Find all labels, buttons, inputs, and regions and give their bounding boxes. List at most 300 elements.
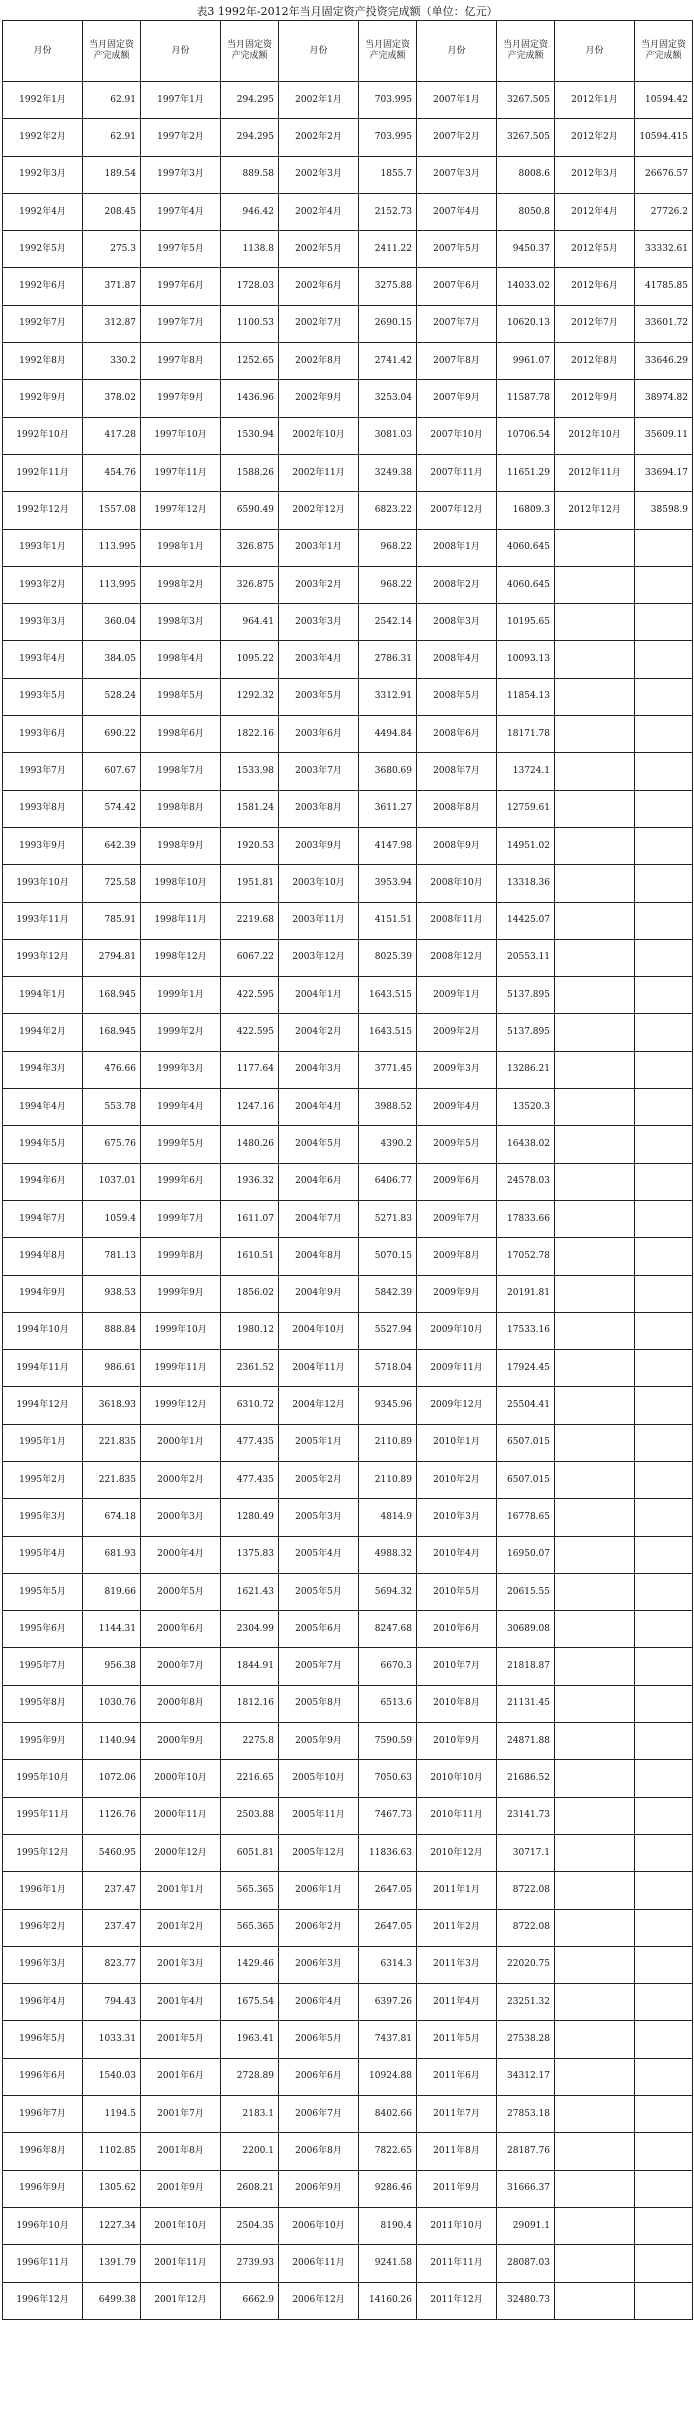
month-cell: 1999年4月 [141, 1089, 221, 1126]
month-cell: 2011年3月 [417, 1946, 497, 1983]
value-cell: 1951.81 [221, 865, 279, 902]
month-cell: 2007年6月 [417, 268, 497, 305]
value-cell: 9286.46 [359, 2170, 417, 2207]
value-cell: 2690.15 [359, 305, 417, 342]
table-row [3, 604, 693, 641]
month-cell: 2006年2月 [279, 1909, 359, 1946]
value-cell: 62.91 [83, 119, 141, 156]
value-cell: 1033.31 [83, 2021, 141, 2058]
value-cell: 330.2 [83, 343, 141, 380]
month-cell: 1997年4月 [141, 193, 221, 230]
month-cell: 2000年12月 [141, 1834, 221, 1871]
value-cell: 1812.16 [221, 1685, 279, 1722]
value-cell: 1292.32 [221, 678, 279, 715]
month-cell: 1992年11月 [3, 454, 83, 491]
value-cell [635, 1573, 693, 1610]
value-cell [635, 1723, 693, 1760]
month-cell: 2005年11月 [279, 1797, 359, 1834]
month-cell: 1993年2月 [3, 566, 83, 603]
value-cell [635, 678, 693, 715]
month-cell: 2001年11月 [141, 2245, 221, 2282]
value-cell: 6314.3 [359, 1946, 417, 1983]
month-cell: 2009年9月 [417, 1275, 497, 1312]
value-cell: 326.875 [221, 529, 279, 566]
table-row [3, 641, 693, 678]
value-cell: 1138.8 [221, 231, 279, 268]
value-cell: 6067.22 [221, 939, 279, 976]
value-cell: 1177.64 [221, 1051, 279, 1088]
month-cell [555, 1312, 635, 1349]
value-cell: 1643.515 [359, 977, 417, 1014]
value-cell: 12759.61 [497, 790, 555, 827]
month-cell: 2004年6月 [279, 1163, 359, 1200]
month-cell: 1994年7月 [3, 1200, 83, 1237]
month-cell: 2012年5月 [555, 231, 635, 268]
table-row [3, 1387, 693, 1424]
table-row [3, 790, 693, 827]
value-cell: 11651.29 [497, 454, 555, 491]
month-cell: 2008年3月 [417, 604, 497, 641]
month-cell: 1992年10月 [3, 417, 83, 454]
value-cell: 14425.07 [497, 902, 555, 939]
month-cell: 1999年1月 [141, 977, 221, 1014]
value-cell: 1533.98 [221, 753, 279, 790]
month-cell: 2006年5月 [279, 2021, 359, 2058]
value-cell: 1920.53 [221, 827, 279, 864]
value-cell: 1436.96 [221, 380, 279, 417]
value-cell: 8190.4 [359, 2207, 417, 2244]
month-cell: 1995年1月 [3, 1424, 83, 1461]
table-row [3, 417, 693, 454]
value-cell: 1855.7 [359, 156, 417, 193]
value-cell [635, 604, 693, 641]
month-cell: 2000年2月 [141, 1461, 221, 1498]
value-cell [635, 1536, 693, 1573]
month-cell: 2003年8月 [279, 790, 359, 827]
month-cell: 2003年10月 [279, 865, 359, 902]
table-row [3, 1238, 693, 1275]
month-cell: 2012年4月 [555, 193, 635, 230]
month-cell: 2011年4月 [417, 1984, 497, 2021]
value-cell: 6397.26 [359, 1984, 417, 2021]
month-cell: 2000年6月 [141, 1611, 221, 1648]
month-cell: 1994年5月 [3, 1126, 83, 1163]
month-cell: 1994年10月 [3, 1312, 83, 1349]
table-row [3, 1984, 693, 2021]
value-cell: 13286.21 [497, 1051, 555, 1088]
value-cell: 4060.645 [497, 566, 555, 603]
value-cell: 675.76 [83, 1126, 141, 1163]
month-cell: 2007年11月 [417, 454, 497, 491]
value-cell: 41785.85 [635, 268, 693, 305]
value-cell: 1728.03 [221, 268, 279, 305]
value-cell [635, 1312, 693, 1349]
table-row [3, 1126, 693, 1163]
month-cell: 2009年5月 [417, 1126, 497, 1163]
value-cell: 1227.34 [83, 2207, 141, 2244]
value-cell [635, 1760, 693, 1797]
value-cell: 14160.26 [359, 2282, 417, 2319]
month-cell: 2008年11月 [417, 902, 497, 939]
month-cell: 1998年8月 [141, 790, 221, 827]
month-cell: 1992年6月 [3, 268, 83, 305]
month-cell: 2006年8月 [279, 2133, 359, 2170]
value-cell: 10594.42 [635, 82, 693, 119]
month-cell: 1992年3月 [3, 156, 83, 193]
month-cell: 2004年9月 [279, 1275, 359, 1312]
table-row [3, 1611, 693, 1648]
month-cell: 1996年6月 [3, 2058, 83, 2095]
value-cell [635, 2207, 693, 2244]
header-value: 当月固定资产完成额 [359, 21, 417, 82]
value-cell: 1643.515 [359, 1014, 417, 1051]
table-body [3, 82, 693, 2320]
value-cell: 938.53 [83, 1275, 141, 1312]
table-row [3, 1797, 693, 1834]
value-cell: 1675.54 [221, 1984, 279, 2021]
value-cell: 5271.83 [359, 1200, 417, 1237]
month-cell: 1992年7月 [3, 305, 83, 342]
value-cell [635, 1797, 693, 1834]
value-cell [635, 753, 693, 790]
table-row [3, 1760, 693, 1797]
value-cell: 703.995 [359, 82, 417, 119]
value-cell [635, 1499, 693, 1536]
value-cell [635, 1014, 693, 1051]
month-cell [555, 1014, 635, 1051]
month-cell: 2002年2月 [279, 119, 359, 156]
value-cell: 553.78 [83, 1089, 141, 1126]
month-cell: 2009年2月 [417, 1014, 497, 1051]
value-cell [635, 566, 693, 603]
value-cell: 10620.13 [497, 305, 555, 342]
month-cell [555, 2021, 635, 2058]
value-cell: 14951.02 [497, 827, 555, 864]
month-cell: 2001年1月 [141, 1872, 221, 1909]
value-cell [635, 641, 693, 678]
value-cell: 34312.17 [497, 2058, 555, 2095]
value-cell: 1581.24 [221, 790, 279, 827]
value-cell: 11587.78 [497, 380, 555, 417]
value-cell: 221.835 [83, 1461, 141, 1498]
value-cell: 1072.06 [83, 1760, 141, 1797]
value-cell: 1305.62 [83, 2170, 141, 2207]
month-cell [555, 2245, 635, 2282]
value-cell: 2504.35 [221, 2207, 279, 2244]
table-row [3, 1163, 693, 1200]
value-cell: 27853.18 [497, 2096, 555, 2133]
month-cell: 1996年9月 [3, 2170, 83, 2207]
value-cell: 33646.29 [635, 343, 693, 380]
value-cell: 2608.21 [221, 2170, 279, 2207]
month-cell: 2005年12月 [279, 1834, 359, 1871]
header-month: 月份 [417, 21, 497, 82]
value-cell: 360.04 [83, 604, 141, 641]
month-cell: 2010年5月 [417, 1573, 497, 1610]
month-cell: 1996年3月 [3, 1946, 83, 1983]
value-cell [635, 1872, 693, 1909]
month-cell: 1992年9月 [3, 380, 83, 417]
value-cell: 8722.08 [497, 1909, 555, 1946]
value-cell: 275.3 [83, 231, 141, 268]
month-cell: 2007年3月 [417, 156, 497, 193]
month-cell [555, 1536, 635, 1573]
month-cell: 2001年10月 [141, 2207, 221, 2244]
value-cell: 6662.9 [221, 2282, 279, 2319]
value-cell: 3953.94 [359, 865, 417, 902]
month-cell: 1995年12月 [3, 1834, 83, 1871]
month-cell: 1998年11月 [141, 902, 221, 939]
value-cell: 1247.16 [221, 1089, 279, 1126]
month-cell: 2000年10月 [141, 1760, 221, 1797]
month-cell: 1996年4月 [3, 1984, 83, 2021]
month-cell: 2012年8月 [555, 343, 635, 380]
value-cell: 794.43 [83, 1984, 141, 2021]
month-cell: 2005年4月 [279, 1536, 359, 1573]
month-cell [555, 827, 635, 864]
month-cell: 1993年6月 [3, 716, 83, 753]
table-row [3, 1089, 693, 1126]
value-cell [635, 1648, 693, 1685]
value-cell: 23251.32 [497, 1984, 555, 2021]
month-cell: 2006年10月 [279, 2207, 359, 2244]
value-cell: 8722.08 [497, 1872, 555, 1909]
table-row [3, 1648, 693, 1685]
month-cell: 2005年5月 [279, 1573, 359, 1610]
month-cell [555, 1573, 635, 1610]
value-cell: 2728.89 [221, 2058, 279, 2095]
month-cell: 1996年5月 [3, 2021, 83, 2058]
month-cell: 2003年7月 [279, 753, 359, 790]
month-cell: 1997年5月 [141, 231, 221, 268]
value-cell: 221.835 [83, 1424, 141, 1461]
month-cell: 1994年9月 [3, 1275, 83, 1312]
table-row [3, 2133, 693, 2170]
value-cell: 4494.84 [359, 716, 417, 753]
value-cell [635, 1350, 693, 1387]
value-cell: 5137.895 [497, 977, 555, 1014]
value-cell: 2647.05 [359, 1909, 417, 1946]
value-cell: 477.435 [221, 1461, 279, 1498]
value-cell: 1980.12 [221, 1312, 279, 1349]
month-cell: 2011年1月 [417, 1872, 497, 1909]
table-row [3, 1946, 693, 1983]
value-cell: 1610.51 [221, 1238, 279, 1275]
month-cell: 1992年2月 [3, 119, 83, 156]
month-cell [555, 1126, 635, 1163]
month-cell: 2004年1月 [279, 977, 359, 1014]
month-cell [555, 1275, 635, 1312]
month-cell: 1995年3月 [3, 1499, 83, 1536]
month-cell: 2003年12月 [279, 939, 359, 976]
value-cell: 14033.02 [497, 268, 555, 305]
value-cell: 4147.98 [359, 827, 417, 864]
month-cell: 2010年12月 [417, 1834, 497, 1871]
value-cell [635, 2133, 693, 2170]
value-cell: 21818.87 [497, 1648, 555, 1685]
value-cell: 6590.49 [221, 492, 279, 529]
value-cell: 32480.73 [497, 2282, 555, 2319]
month-cell: 1997年3月 [141, 156, 221, 193]
value-cell: 8025.39 [359, 939, 417, 976]
month-cell: 1993年12月 [3, 939, 83, 976]
value-cell: 528.24 [83, 678, 141, 715]
value-cell [635, 977, 693, 1014]
value-cell: 823.77 [83, 1946, 141, 1983]
value-cell: 2411.22 [359, 231, 417, 268]
value-cell: 1100.53 [221, 305, 279, 342]
value-cell: 2275.8 [221, 1723, 279, 1760]
value-cell: 30689.08 [497, 1611, 555, 1648]
table-row [3, 2021, 693, 2058]
table-row [3, 1014, 693, 1051]
month-cell: 1995年8月 [3, 1685, 83, 1722]
value-cell: 8008.6 [497, 156, 555, 193]
month-cell: 1996年12月 [3, 2282, 83, 2319]
value-cell [635, 865, 693, 902]
value-cell: 17052.78 [497, 1238, 555, 1275]
value-cell: 4814.9 [359, 1499, 417, 1536]
value-cell: 6507.015 [497, 1424, 555, 1461]
value-cell [635, 1946, 693, 1983]
value-cell: 17924.45 [497, 1350, 555, 1387]
value-cell: 10093.13 [497, 641, 555, 678]
month-cell: 2001年6月 [141, 2058, 221, 2095]
value-cell: 574.42 [83, 790, 141, 827]
value-cell: 3081.03 [359, 417, 417, 454]
month-cell: 2010年3月 [417, 1499, 497, 1536]
value-cell: 5842.39 [359, 1275, 417, 1312]
value-cell: 889.58 [221, 156, 279, 193]
value-cell: 168.945 [83, 977, 141, 1014]
month-cell: 2001年7月 [141, 2096, 221, 2133]
month-cell: 1992年4月 [3, 193, 83, 230]
value-cell: 1095.22 [221, 641, 279, 678]
value-cell: 4151.51 [359, 902, 417, 939]
month-cell: 2010年1月 [417, 1424, 497, 1461]
value-cell: 2110.89 [359, 1424, 417, 1461]
month-cell: 1998年5月 [141, 678, 221, 715]
header-value: 当月固定资产完成额 [497, 21, 555, 82]
value-cell: 113.995 [83, 566, 141, 603]
month-cell: 2008年5月 [417, 678, 497, 715]
value-cell: 781.13 [83, 1238, 141, 1275]
month-cell: 2009年12月 [417, 1387, 497, 1424]
value-cell: 642.39 [83, 827, 141, 864]
value-cell: 3267.505 [497, 82, 555, 119]
value-cell: 819.66 [83, 1573, 141, 1610]
month-cell: 1993年5月 [3, 678, 83, 715]
value-cell: 16809.3 [497, 492, 555, 529]
month-cell: 2002年12月 [279, 492, 359, 529]
value-cell: 2503.88 [221, 1797, 279, 1834]
table-row [3, 1685, 693, 1722]
month-cell: 1993年3月 [3, 604, 83, 641]
month-cell: 2002年9月 [279, 380, 359, 417]
value-cell: 6499.38 [83, 2282, 141, 2319]
value-cell: 8402.66 [359, 2096, 417, 2133]
value-cell [635, 790, 693, 827]
month-cell: 1992年8月 [3, 343, 83, 380]
value-cell: 1856.02 [221, 1275, 279, 1312]
month-cell: 2002年6月 [279, 268, 359, 305]
month-cell: 2012年6月 [555, 268, 635, 305]
table-row [3, 865, 693, 902]
month-cell: 2008年1月 [417, 529, 497, 566]
value-cell: 7467.73 [359, 1797, 417, 1834]
month-cell: 1999年8月 [141, 1238, 221, 1275]
value-cell: 1480.26 [221, 1126, 279, 1163]
value-cell: 946.42 [221, 193, 279, 230]
value-cell: 7050.63 [359, 1760, 417, 1797]
value-cell: 1140.94 [83, 1723, 141, 1760]
value-cell: 6823.22 [359, 492, 417, 529]
value-cell: 10706.54 [497, 417, 555, 454]
value-cell: 27538.28 [497, 2021, 555, 2058]
value-cell: 24578.03 [497, 1163, 555, 1200]
month-cell: 2004年11月 [279, 1350, 359, 1387]
table-row [3, 1275, 693, 1312]
value-cell: 113.995 [83, 529, 141, 566]
value-cell: 7822.65 [359, 2133, 417, 2170]
value-cell: 28187.76 [497, 2133, 555, 2170]
value-cell: 2542.14 [359, 604, 417, 641]
month-cell: 2004年10月 [279, 1312, 359, 1349]
month-cell: 2002年10月 [279, 417, 359, 454]
month-cell: 1998年1月 [141, 529, 221, 566]
value-cell: 25504.41 [497, 1387, 555, 1424]
header-row [3, 21, 693, 82]
month-cell: 1998年3月 [141, 604, 221, 641]
value-cell: 968.22 [359, 566, 417, 603]
month-cell: 2003年11月 [279, 902, 359, 939]
value-cell: 1844.91 [221, 1648, 279, 1685]
month-cell [555, 1200, 635, 1237]
month-cell: 2012年9月 [555, 380, 635, 417]
month-cell [555, 1350, 635, 1387]
month-cell: 2010年8月 [417, 1685, 497, 1722]
month-cell: 2010年4月 [417, 1536, 497, 1573]
table-row [3, 902, 693, 939]
month-cell: 2011年9月 [417, 2170, 497, 2207]
value-cell: 5070.15 [359, 1238, 417, 1275]
month-cell [555, 1872, 635, 1909]
month-cell: 2012年10月 [555, 417, 635, 454]
value-cell: 21131.45 [497, 1685, 555, 1722]
value-cell: 294.295 [221, 119, 279, 156]
value-cell: 1030.76 [83, 1685, 141, 1722]
month-cell: 2011年12月 [417, 2282, 497, 2319]
month-cell: 2010年6月 [417, 1611, 497, 1648]
value-cell: 20553.11 [497, 939, 555, 976]
month-cell: 1994年4月 [3, 1089, 83, 1126]
table-header [3, 21, 693, 82]
value-cell: 11836.63 [359, 1834, 417, 1871]
value-cell: 1936.32 [221, 1163, 279, 1200]
header-month: 月份 [3, 21, 83, 82]
month-cell: 1995年5月 [3, 1573, 83, 1610]
value-cell: 2786.31 [359, 641, 417, 678]
value-cell: 956.38 [83, 1648, 141, 1685]
value-cell: 8247.68 [359, 1611, 417, 1648]
value-cell: 26676.57 [635, 156, 693, 193]
value-cell: 8050.8 [497, 193, 555, 230]
month-cell: 2002年3月 [279, 156, 359, 193]
table-row [3, 492, 693, 529]
value-cell: 4390.2 [359, 1126, 417, 1163]
value-cell: 2741.42 [359, 343, 417, 380]
value-cell [635, 2021, 693, 2058]
